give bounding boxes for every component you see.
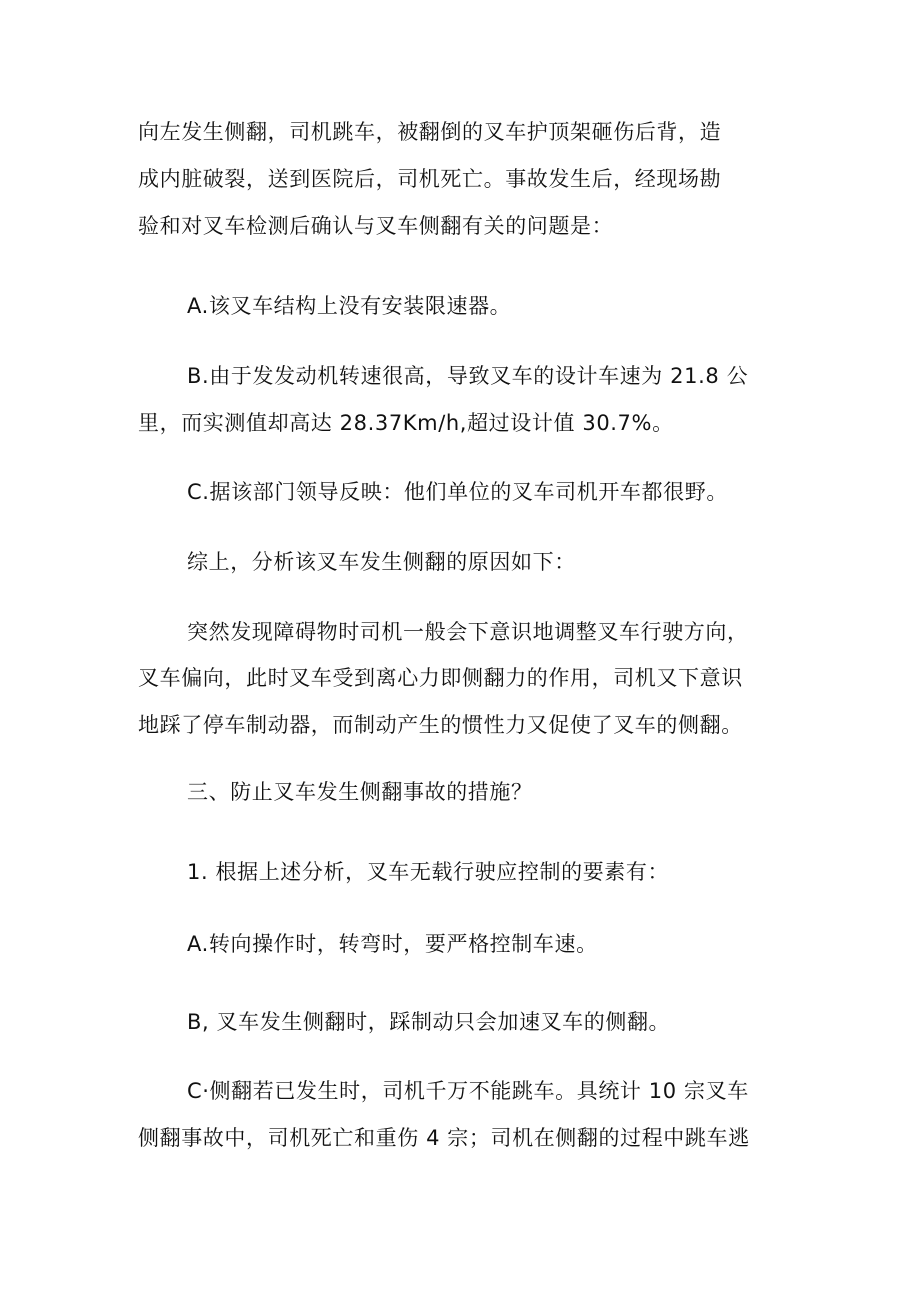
text-line-3: 验和对叉车检测后确认与叉车侧翻有关的问题是： — [138, 214, 614, 238]
text-line-1: 向左发生侧翻，司机跳车，被翻倒的叉车护顶架砸伤后背，造 — [138, 120, 722, 144]
measure-b-line: B, 叉车发生侧翻时，踩制动只会加速叉车的侧翻。 — [187, 1010, 671, 1034]
section-heading: 三、防止叉车发生侧翻事故的措施？ — [187, 780, 533, 804]
analysis-line-3: 地踩了停车制动器，而制动产生的惯性力又促使了叉车的侧翻。 — [138, 713, 743, 737]
measure-a-line: A.转向操作时，转弯时，要严格控制车速。 — [187, 932, 598, 956]
text-line-2: 成内脏破裂，送到医院后，司机死亡。事故发生后，经现场勘 — [138, 167, 722, 191]
analysis-line-1: 突然发现障碍物时司机一般会下意识地调整叉车行驶方向， — [187, 620, 749, 644]
option-b-line-1: B.由于发发动机转速很高，导致叉车的设计车速为 21.8 公 — [187, 364, 749, 388]
measure-1-line: 1. 根据上述分析，叉车无载行驶应控制的要素有： — [187, 860, 670, 884]
analysis-line-2: 叉车偏向，此时叉车受到离心力即侧翻力的作用，司机又下意识 — [138, 666, 743, 690]
summary-line: 综上，分析该叉车发生侧翻的原因如下： — [187, 550, 576, 574]
measure-c-line-1: C·侧翻若已发生时，司机千万不能跳车。具统计 10 宗叉车 — [187, 1079, 749, 1103]
option-a-line: A.该叉车结构上没有安装限速器。 — [187, 294, 512, 318]
measure-c-line-2: 侧翻事故中，司机死亡和重伤 4 宗；司机在侧翻的过程中跳车逃 — [138, 1126, 750, 1150]
option-b-line-2: 里，而实测值却高达 28.37Km∕h,超过设计值 30.7%。 — [138, 411, 674, 435]
option-c-line: C.据该部门领导反映：他们单位的叉车司机开车都很野。 — [187, 480, 728, 504]
